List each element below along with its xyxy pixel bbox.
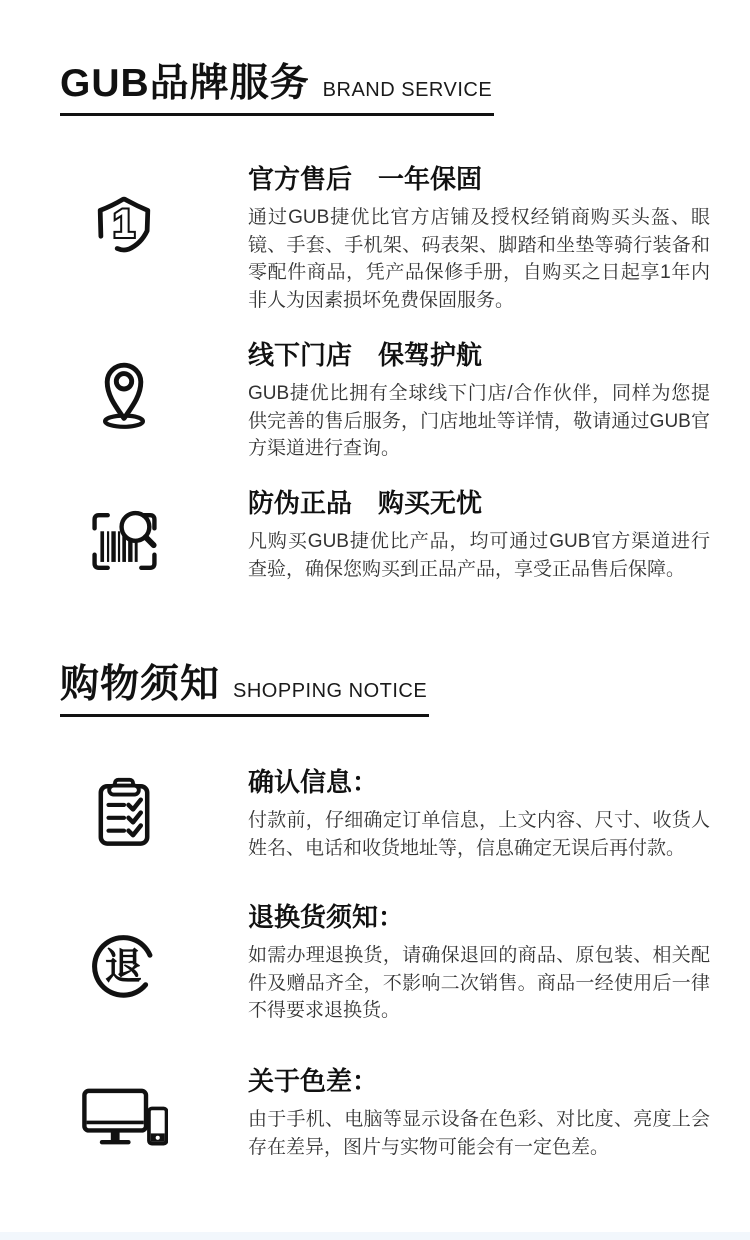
section-return-policy [0, 901, 750, 1025]
shopping-notice-title-en: SHOPPING NOTICE [233, 680, 428, 702]
section-title: 线下门店 保驾护航 [248, 340, 483, 370]
display-devices-icon [80, 1085, 168, 1151]
section-color-difference [0, 1065, 750, 1161]
section-body: 由于手机、电脑等显示设备在色彩、对比度、亮度上会存在差异，图片与实物可能会有一定色差。 [248, 1109, 710, 1158]
shield-number-one-icon [90, 190, 158, 258]
section-title: 退换货须知： [248, 902, 405, 932]
section-confirm-info [0, 766, 750, 862]
section-genuine-verification [0, 487, 750, 583]
section-offline-stores [0, 339, 750, 463]
shopping-notice-title-cn: 购物须知 [60, 663, 221, 706]
section-body: GUB捷优比拥有全球线下门店/合作伙伴，同样为您提供完善的售后服务，门店地址等详情，敬请通过GUB官方渠道进行查询。 [248, 383, 710, 459]
return-character-glyph: 退 [104, 944, 142, 987]
page-bottom-strip [0, 1232, 750, 1240]
location-pin-icon [89, 359, 159, 433]
section-body: 通过GUB捷优比官方店铺及授权经销商购买头盔、眼镜、手套、手机架、码表架、脚踏和坐垫等骑行装备和零配件商品，凭产品保修手册，自购买之日起享1年内非人为因素损坏免费保固服务。 [248, 207, 710, 311]
brand-service-title-en: BRAND SERVICE [322, 79, 493, 101]
section-title: 关于色差： [248, 1066, 379, 1096]
section-title: 确认信息： [248, 767, 379, 797]
section-body: 如需办理退换货，请确保退回的商品、原包装、相关配件及赠品齐全，不影响二次销售。商品一经使用后一律不得要求退换货。 [248, 945, 710, 1021]
section-body: 付款前，仔细确定订单信息，上文内容、尺寸、收货人姓名、电话和收货地址等，信息确定无误后再付款。 [248, 810, 710, 859]
section-title: 官方售后 一年保固 [248, 164, 483, 194]
shopping-notice-header [60, 663, 429, 717]
barcode-scan-icon [84, 505, 165, 578]
checklist-clipboard-icon [95, 776, 153, 848]
return-stamp-icon [88, 930, 160, 1002]
brand-service-title-cn: GUB品牌服务 [60, 62, 310, 105]
brand-service-header [60, 62, 494, 116]
section-official-warranty [0, 163, 750, 314]
section-title: 防伪正品 购买无忧 [248, 488, 483, 518]
warranty-number-glyph: 1 [113, 201, 135, 246]
section-body: 凡购买GUB捷优比产品，均可通过GUB官方渠道进行查验，确保您购买到正品产品，享受正品售后保障。 [248, 531, 710, 580]
